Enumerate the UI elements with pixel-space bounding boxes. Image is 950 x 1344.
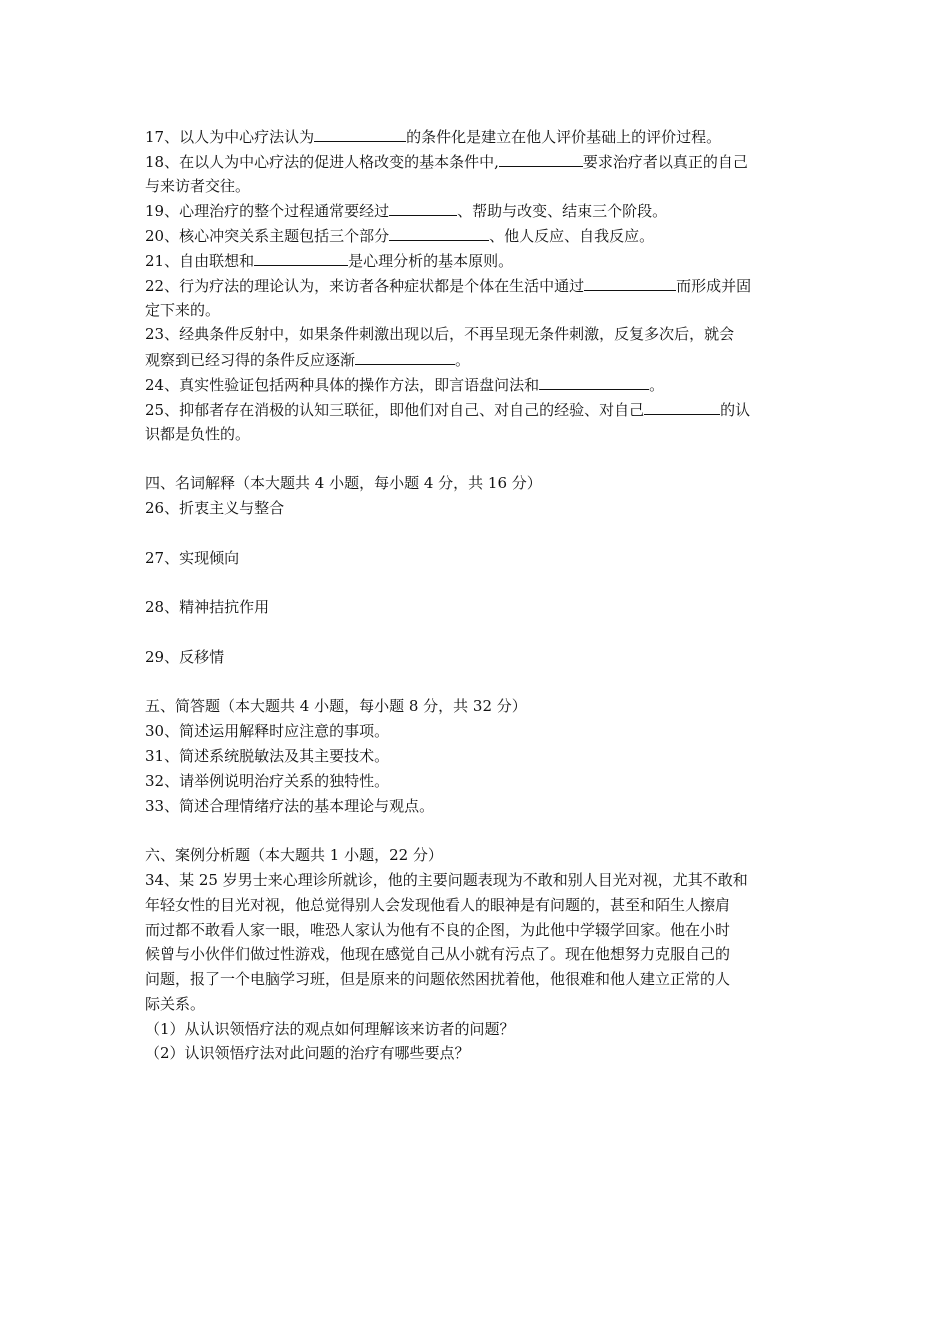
fill-in-line [145, 422, 810, 447]
question-text: 17、以人为中心疗法认为 [145, 128, 315, 146]
question-text: 24、真实性验证包括两种具体的操作方法，即言语盘问法和 [145, 375, 540, 394]
question-text: 要求治疗者以真正的自己 [582, 152, 748, 171]
fill-in-line [145, 223, 810, 248]
question-text: 定下来的。 [145, 300, 221, 319]
case-question: （1）从认识领悟疗法的观点如何理解该来访者的问题？ [145, 1019, 515, 1038]
answer-blank[interactable] [314, 124, 406, 142]
fill-in-line [145, 372, 810, 397]
question-text: 、他人反应、自我反应。 [489, 227, 655, 246]
section-4-heading: 四、名词解释（本大题共 4 小题，每小题 4 分，共 16 分） [145, 474, 542, 493]
question-text: 25、抑郁者存在消极的认知三联征，即他们对自己、对自己的经验、对自己 [145, 400, 645, 419]
case-text-line: 34、某 25 岁男士来心理诊所就诊，他的主要问题表现为不敢和别人目光对视，尤其不敢和 [145, 870, 748, 889]
question-text: 18、在以人为中心疗法的促进人格改变的基本条件中, [145, 152, 499, 171]
answer-blank[interactable] [584, 273, 676, 291]
fill-in-line [145, 124, 810, 149]
fill-in-questions [145, 124, 810, 446]
fill-in-line [145, 397, 810, 422]
question-text: 。 [649, 375, 665, 394]
question-text: 21、自由联想和 [145, 251, 255, 270]
fill-in-line [145, 149, 810, 174]
short-answer-item: 30、简述运用解释时应注意的事项。 [145, 722, 390, 741]
fill-in-line [145, 174, 810, 199]
case-question: （2）认识领悟疗法对此问题的治疗有哪些要点？ [145, 1044, 470, 1063]
term-item: 26、折衷主义与整合 [145, 498, 285, 517]
question-text: 23、经典条件反射中，如果条件刺激出现以后，不再呈现无条件刺激，反复多次后，就会 [145, 325, 735, 344]
short-answer-item: 33、简述合理情绪疗法的基本理论与观点。 [145, 796, 435, 815]
short-answer-item: 32、请举例说明治疗关系的独特性。 [145, 771, 390, 790]
question-text: 观察到已经习得的条件反应逐渐 [145, 351, 356, 370]
question-text: 、帮助与改变、结束三个阶段。 [457, 202, 668, 221]
question-text: 的条件化是建立在他人评价基础上的评价过程。 [406, 128, 722, 146]
term-item: 27、实现倾向 [145, 548, 240, 567]
fill-in-line [145, 248, 810, 273]
term-item: 28、精神拮抗作用 [145, 598, 270, 617]
question-text: 与来访者交往。 [145, 176, 251, 195]
case-text-line: 而过都不敢看人家一眼，唯恐人家认为他有不良的企图，为此他中学辍学回家。他在小时 [145, 920, 731, 939]
fill-in-line [145, 322, 810, 347]
fill-in-line [145, 298, 810, 323]
document-page [145, 124, 810, 1066]
question-text: 是心理分析的基本原则。 [348, 251, 514, 270]
question-text: 19、心理治疗的整个过程通常要经过 [145, 202, 390, 221]
question-text: 的认 [720, 400, 751, 419]
section-5-heading: 五、简答题（本大题共 4 小题，每小题 8 分，共 32 分） [145, 697, 527, 716]
answer-blank[interactable] [389, 223, 489, 241]
case-text-line: 候曾与小伙伴们做过性游戏，他现在感觉自己从小就有污点了。现在他想努力克服自己的 [145, 945, 731, 964]
section-6-heading: 六、案例分析题（本大题共 1 小题，22 分） [145, 846, 443, 865]
question-text: 而形成并固 [676, 276, 752, 295]
case-text-line: 际关系。 [145, 994, 206, 1013]
question-text: 。 [455, 351, 471, 370]
term-item: 29、反移情 [145, 647, 225, 666]
fill-in-line [145, 273, 810, 298]
answer-blank[interactable] [254, 248, 348, 266]
fill-in-line [145, 347, 810, 372]
fill-in-line [145, 198, 810, 223]
case-text-line: 年轻女性的目光对视，他总觉得别人会发现他看人的眼神是有问题的，甚至和陌生人擦肩 [145, 895, 731, 914]
question-text: 识都是负性的。 [145, 424, 251, 443]
answer-blank[interactable] [389, 198, 457, 216]
answer-blank[interactable] [644, 397, 720, 415]
answer-blank[interactable] [499, 149, 583, 167]
question-text: 20、核心冲突关系主题包括三个部分 [145, 227, 390, 246]
short-answer-item: 31、简述系统脱敏法及其主要技术。 [145, 746, 390, 765]
answer-blank[interactable] [355, 347, 455, 365]
answer-blank[interactable] [539, 372, 649, 390]
question-text: 22、行为疗法的理论认为，来访者各种症状都是个体在生活中通过 [145, 276, 585, 295]
case-text-line: 问题，报了一个电脑学习班，但是原来的问题依然困扰着他，他很难和他人建立正常的人 [145, 970, 731, 989]
